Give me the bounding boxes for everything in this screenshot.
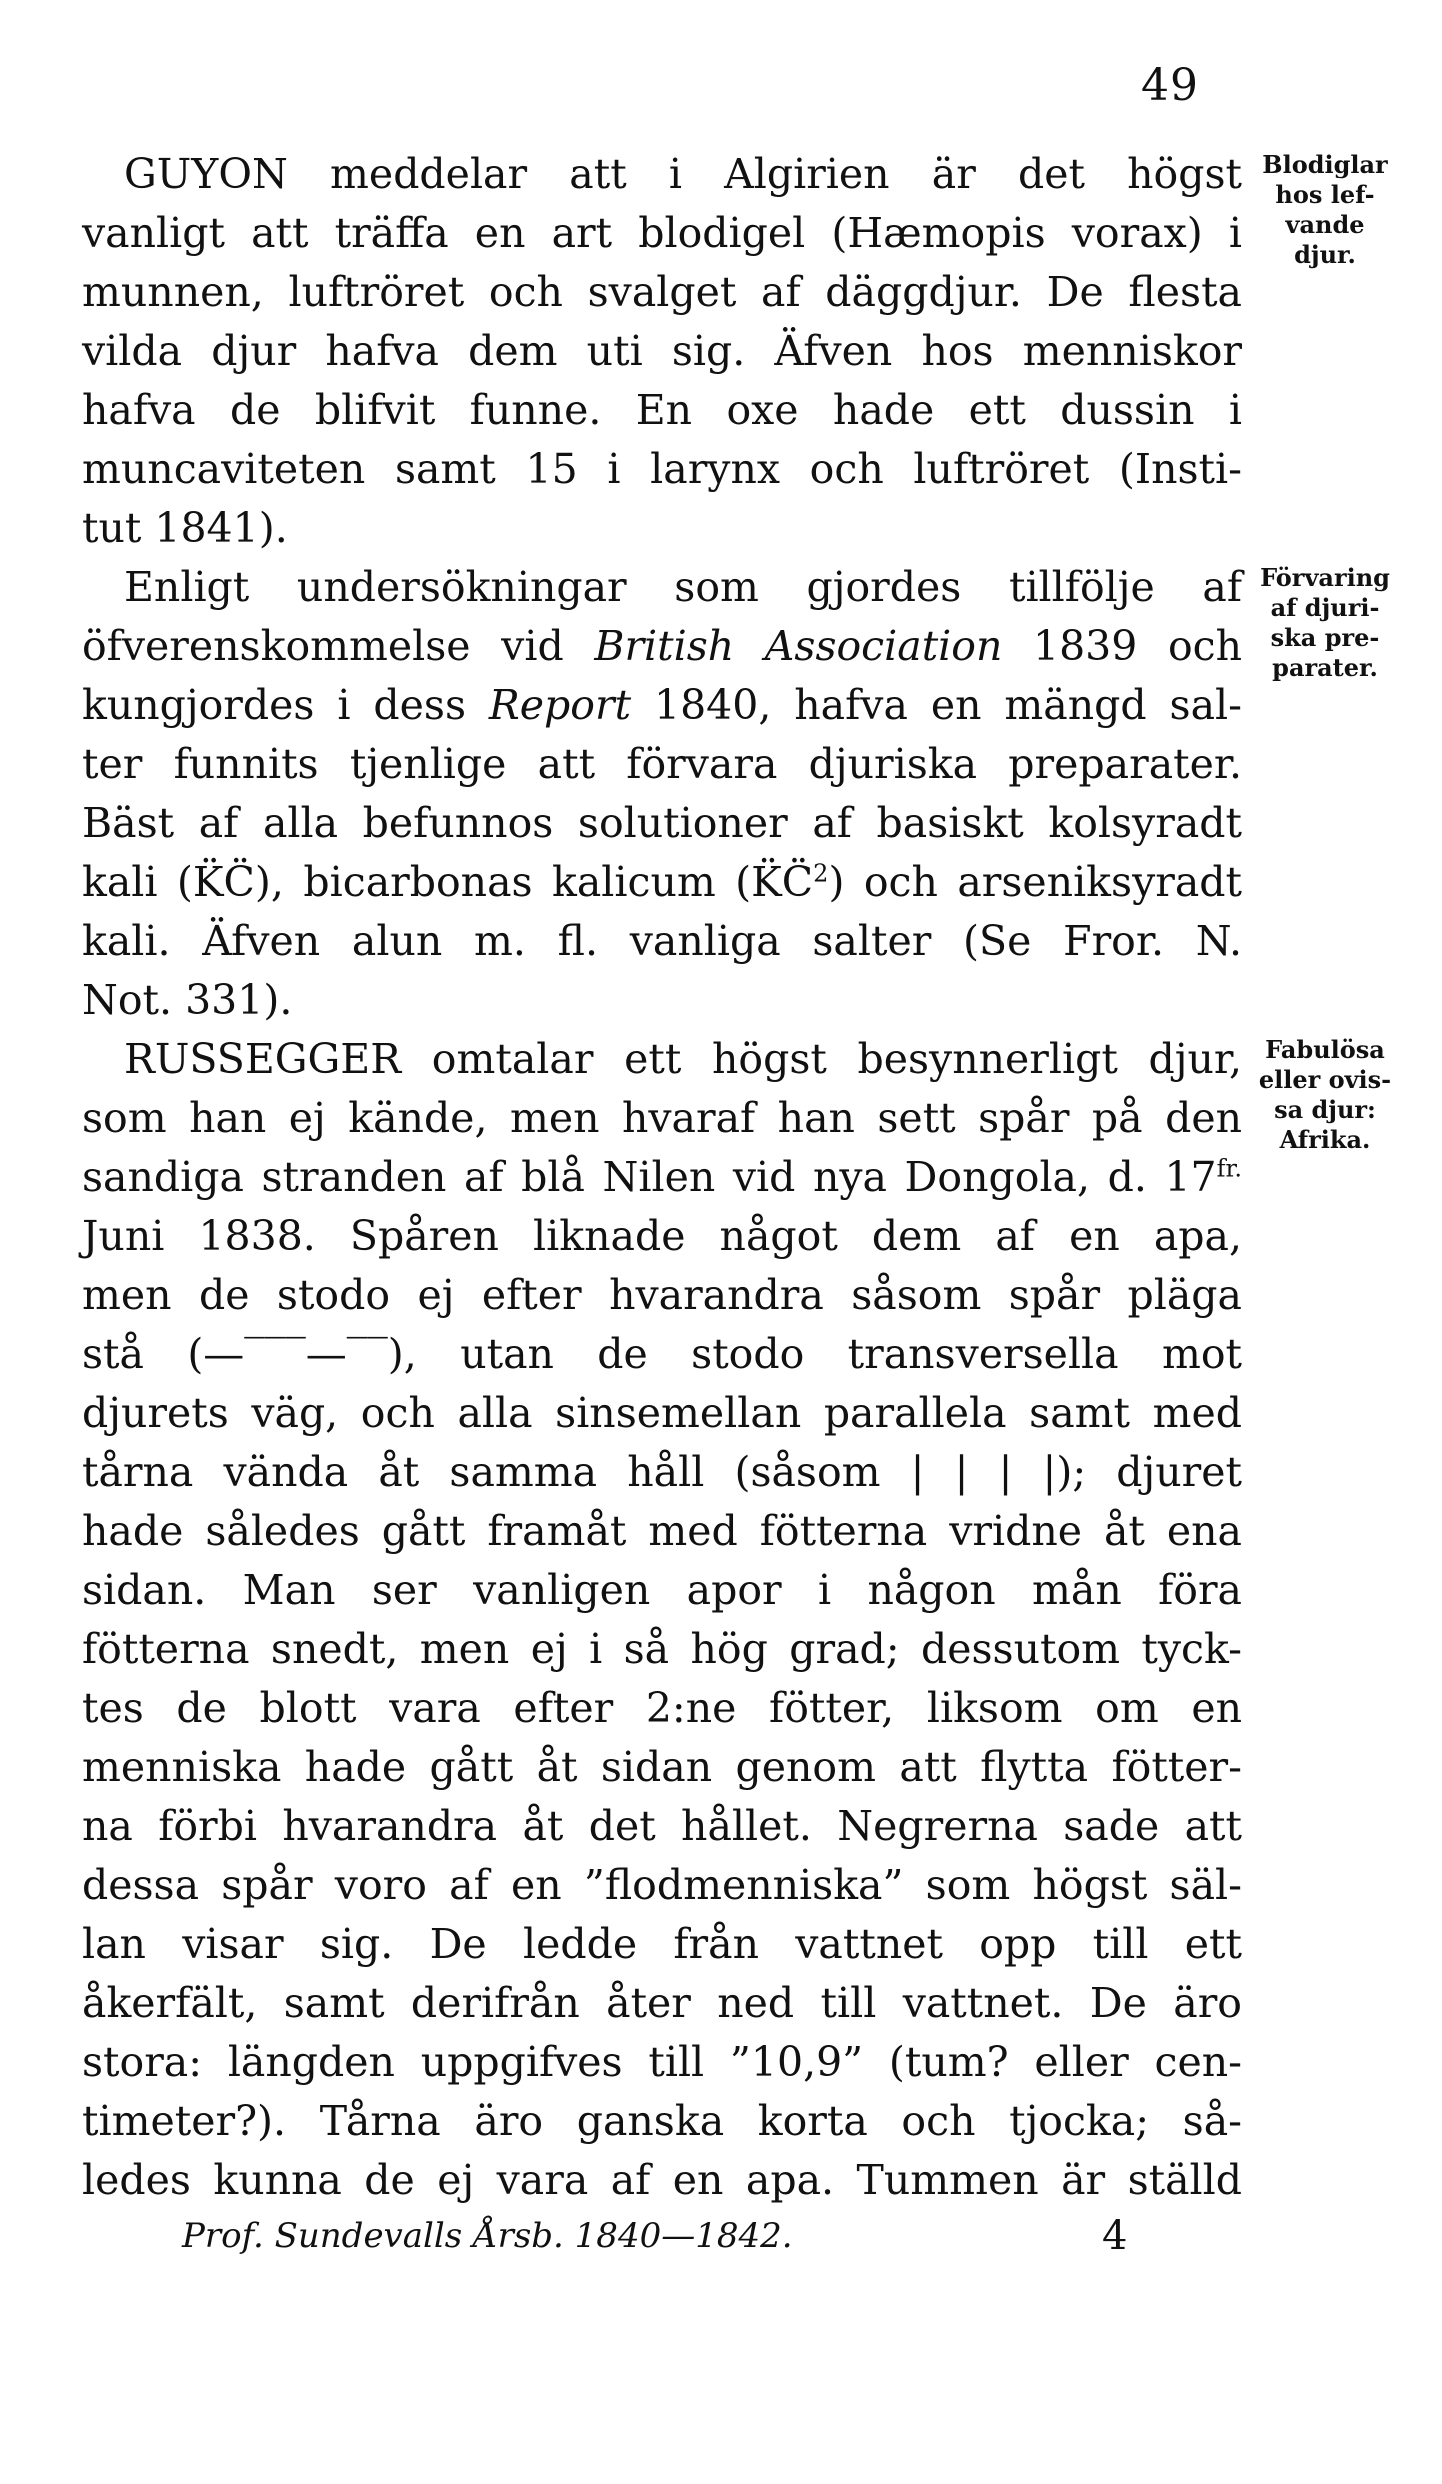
text-line: kali (K̈C̈), bicarbonas kalicum (K̈C̈$^2$) och arseniksyradt [82, 858, 1242, 906]
page-footer [82, 2206, 1242, 2266]
text-line: GUYON meddelar att i Algirien är det högst [124, 150, 1242, 198]
text-line: kali. Äfven alun m. fl. vanliga salter (Se Fror. N. [82, 917, 1242, 965]
text-line: fötterna snedt, men ej i så hög grad; dessutom tyck- [82, 1625, 1242, 1673]
text-line: tut 1841). [82, 504, 288, 552]
text-line: Juni 1838. Spåren liknade något dem af en apa, [82, 1212, 1242, 1260]
signature-mark: 4 [1102, 2213, 1128, 2259]
author-name: GUYON [124, 150, 288, 198]
text-line: munnen, luftröret och svalget af däggdjur. De flesta [82, 268, 1242, 316]
text-line: RUSSEGGER omtalar ett högst besynnerligt djur, [124, 1035, 1242, 1083]
margin-note: Fabulösa eller ovis- sa djur: Afrika. [1258, 1035, 1392, 1154]
text-line: hade således gått framåt med fötterna vridne åt ena [82, 1507, 1242, 1555]
text-line: Not. 331). [82, 976, 293, 1024]
superscript: fr. [1216, 1154, 1242, 1183]
text-line: vilda djur hafva dem uti sig. Äfven hos menniskor [82, 327, 1242, 375]
text-line: kungjordes i dess Report 1840, hafva en mängd sal- [82, 681, 1243, 729]
italic-term: Report [488, 681, 632, 729]
text-line: stå (—‾‾‾—‾‾), utan de stodo transversella mot [82, 1330, 1242, 1378]
text-line: Enligt undersökningar som gjordes tillfölje af [124, 563, 1242, 611]
text-line: åkerfält, samt derifrån åter ned till vattnet. De äro [82, 1979, 1242, 2027]
footer-source: Prof. Sundevalls Årsb. 1840—1842. [182, 2216, 793, 2256]
text-line: stora: längden uppgifves till ”10,9” (tum? eller cen- [82, 2038, 1242, 2086]
text-line: men de stodo ej efter hvarandra såsom spår pläga [82, 1271, 1242, 1319]
superscript: 2 [813, 859, 829, 888]
text-line: djurets väg, och alla sinsemellan parallela samt med [82, 1389, 1242, 1437]
body-text [82, 145, 1242, 2210]
author-name: RUSSEGGER [124, 1035, 402, 1083]
text-line: lan visar sig. De ledde från vattnet opp till ett [82, 1920, 1242, 1968]
text-line: muncaviteten samt 15 i larynx och luftröret (Insti- [82, 445, 1242, 493]
text-line: öfverenskommelse vid British Association 1839 och [82, 622, 1242, 670]
text-line: vanligt att träffa en art blodigel (Hæmopis vorax) i [82, 209, 1242, 257]
text-line: tes de blott vara efter 2:ne fötter, liksom om en [82, 1684, 1242, 1732]
text-line: Bäst af alla befunnos solutioner af basiskt kolsyradt [82, 799, 1242, 847]
margin-note: Förvaring af djuri- ska pre- parater. [1260, 563, 1390, 682]
text-line: tårna vända åt samma håll (såsom | | | |); djuret [82, 1448, 1242, 1496]
text-line: dessa spår voro af en ”flodmenniska” som högst säl- [82, 1861, 1242, 1909]
text-line: na förbi hvarandra åt det hållet. Negrerna sade att [82, 1802, 1242, 1850]
text-line: sandiga stranden af blå Nilen vid nya Dongola, d. $17^{fr.}$ [82, 1153, 1242, 1201]
text-line: menniska hade gått åt sidan genom att flytta fötter- [82, 1743, 1242, 1791]
page-number: 49 [1141, 60, 1199, 111]
text-line: timeter?). Tårna äro ganska korta och tjocka; så- [82, 2097, 1242, 2145]
text-line: som han ej kände, men hvaraf han sett spår på den [82, 1094, 1242, 1142]
margin-note: Blodiglar hos lef- vande djur. [1262, 150, 1388, 269]
text-line: hafva de blifvit funne. En oxe hade ett dussin i [82, 386, 1242, 434]
text-line: ter funnits tjenlige att förvara djuriska preparater. [82, 740, 1242, 788]
italic-term: British Association [594, 622, 1003, 670]
text-line: sidan. Man ser vanligen apor i någon mån föra [82, 1566, 1242, 1614]
text-line: ledes kunna de ej vara af en apa. Tummen är ställd [82, 2156, 1242, 2204]
